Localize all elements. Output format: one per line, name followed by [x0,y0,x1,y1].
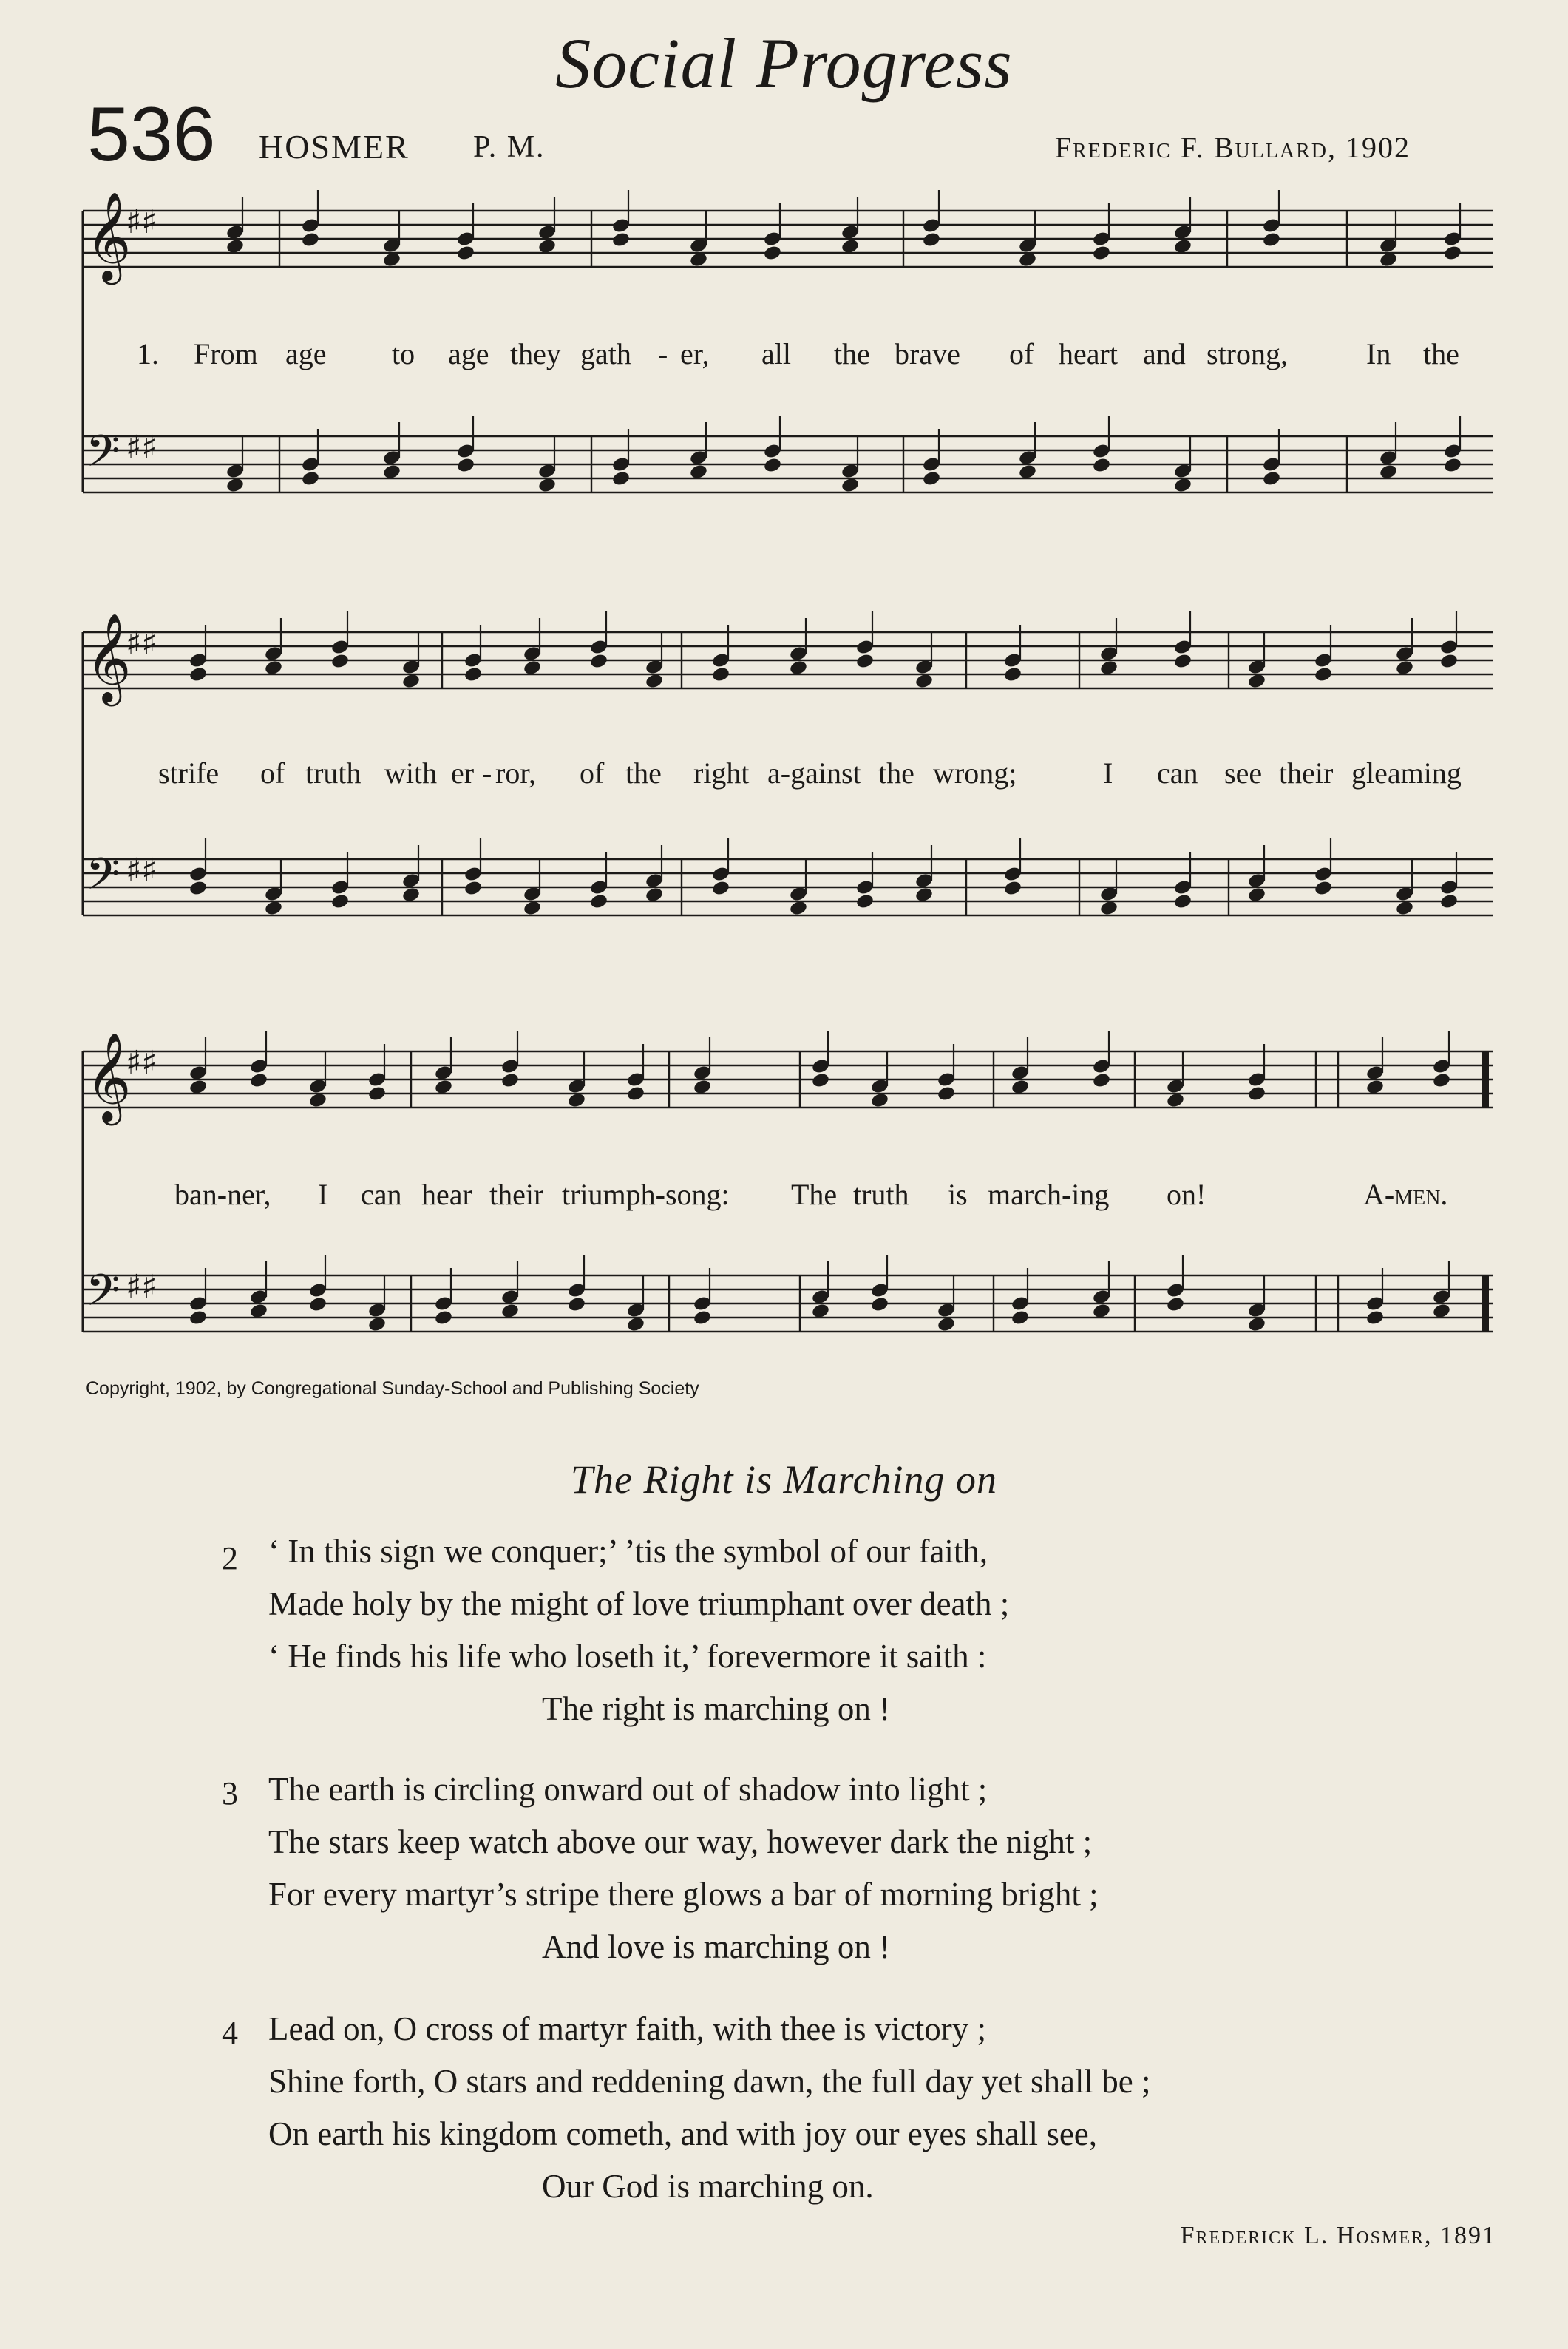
key-signature: ♯♯ [126,1044,157,1082]
lyric-word: - [482,756,492,790]
stanza-line: Lead on, O cross of martyr faith, with thee is victory ; [268,2010,986,2047]
lyric-word: ror, [495,756,537,790]
lyric-word: age [285,337,327,370]
note-head [693,1309,712,1326]
lyric-word: the [878,756,914,790]
lyric-word: brave [895,337,960,370]
note-head [1011,1309,1030,1326]
note-head [1092,1072,1111,1089]
stanza-refrain: The right is marching on ! [542,1690,891,1727]
lyric-word: gath [580,337,631,370]
stanza-refrain: Our God is marching on. [542,2168,874,2205]
note-head [434,1309,453,1326]
note-head [870,1296,889,1313]
bass-clef: 𝄢 [86,425,121,487]
lyric-word: truth [853,1178,909,1211]
stanza-3 [0,1770,1568,1992]
key-signature: ♯♯ [126,429,157,467]
lyric-word: on! [1167,1178,1206,1211]
note-head [249,1072,268,1089]
lyric-word: In [1366,337,1391,370]
lyric-word: their [1279,756,1334,790]
stanza-line: For every martyr’s stripe there glows a bar of morning bright ; [268,1876,1099,1913]
lyric-word: wrong; [933,756,1017,790]
final-bar-line [1482,1051,1489,1108]
lyric-word: can [1157,756,1198,790]
stanza-line: Shine forth, O stars and reddening dawn, the full day yet shall be ; [268,2063,1151,2100]
lyric-word: with [384,756,438,790]
note-head [1247,1085,1266,1102]
meter: P. M. [473,130,546,164]
note-head [308,1296,327,1313]
note-head [567,1296,586,1313]
note-head [811,1072,830,1089]
key-signature: ♯♯ [126,1268,157,1306]
section-title: Social Progress [555,24,1013,103]
tune-name: HOSMER [259,128,410,166]
lyric-line-3 [0,1177,1568,1214]
final-bar-line [1482,1275,1489,1332]
lyric-word: a-gainst [767,756,861,790]
lyric-word: see [1224,756,1263,790]
lyric-word: ban-ner, [174,1178,271,1211]
stanza-number: 2 [222,1540,238,1576]
stanza-line: The earth is circling onward out of shadow into light ; [268,1771,988,1808]
lyric-word: the [834,337,870,370]
lyric-word: - [658,337,668,370]
stanza-number: 4 [222,2015,238,2051]
note-head [189,1309,208,1326]
key-signature: ♯♯ [126,852,157,889]
key-signature: ♯♯ [126,625,157,662]
lyric-word: their [489,1178,544,1211]
note-head [500,1072,520,1089]
note-head [1166,1296,1185,1313]
note-head [937,1085,956,1102]
stanza-line: On earth his kingdom cometh, and with joy our eyes shall see, [268,2115,1098,2152]
hymn-text-title: The Right is Marching on [571,1457,997,1502]
lyric-word: right [693,756,750,790]
lyric-word: of [580,756,605,790]
lyric-word: of [1009,337,1034,370]
lyric-word: strong, [1206,337,1288,370]
stanza-2 [0,1532,1568,1754]
lyric-word: er [451,756,475,790]
lyric-word: is [948,1178,968,1211]
lyric-word: can [361,1178,402,1211]
lyric-word: I [318,1178,328,1211]
note-head [1365,1309,1385,1326]
lyric-word: gleaming [1351,756,1462,790]
lyric-word: they [510,337,561,370]
lyric-word: truth [305,756,362,790]
lyric-word: heart [1059,337,1118,370]
stanza-refrain: And love is marching on ! [542,1928,891,1965]
stanza-line: Made holy by the might of love triumphant over death ; [268,1585,1010,1622]
lyric-word: march-ing [988,1178,1110,1211]
lyric-word: A-men. [1363,1178,1448,1211]
composer-credit: Frederic F. Bullard, 1902 [1054,131,1411,164]
bass-clef: 𝄢 [86,848,121,910]
lyric-word: the [625,756,662,790]
stanza-number: 3 [222,1775,238,1811]
lyric-word: er, [680,337,710,370]
hymn-number: 536 [87,92,216,177]
lyric-word: age [448,337,489,370]
stanza-line: ‘ He finds his life who loseth it,’ forevermore it saith : [268,1638,987,1675]
stanza-4 [0,2010,1568,2231]
note-head [1432,1072,1451,1089]
key-signature: ♯♯ [126,203,157,241]
treble-clef: 𝄞 [86,191,132,281]
bass-clef: 𝄢 [86,1264,121,1326]
note-head [626,1085,645,1102]
lyric-word: 1. [137,337,159,370]
text-author-credit: Frederick L. Hosmer, 1891 [1180,2222,1496,2249]
lyric-word: the [1423,337,1459,370]
lyric-word: all [761,337,791,370]
treble-clef: 𝄞 [86,1031,132,1122]
lyric-word: to [392,337,415,370]
note-head [367,1085,387,1102]
lyric-word: I [1103,756,1113,790]
lyric-word: and [1143,337,1186,370]
copyright-notice: Copyright, 1902, by Congregational Sunday-School and Publishing Society [86,1378,699,1399]
lyric-word: strife [158,756,220,790]
treble-clef: 𝄞 [86,612,132,702]
lyric-word: hear [421,1178,472,1211]
lyric-word: of [260,756,285,790]
stanza-line: The stars keep watch above our way, however dark the night ; [268,1823,1093,1860]
lyric-word: From [194,337,258,370]
stanza-line: ‘ In this sign we conquer;’ ’tis the symbol of our faith, [268,1533,988,1570]
lyric-word: The [791,1178,838,1211]
lyric-word: triumph-song: [562,1178,730,1211]
